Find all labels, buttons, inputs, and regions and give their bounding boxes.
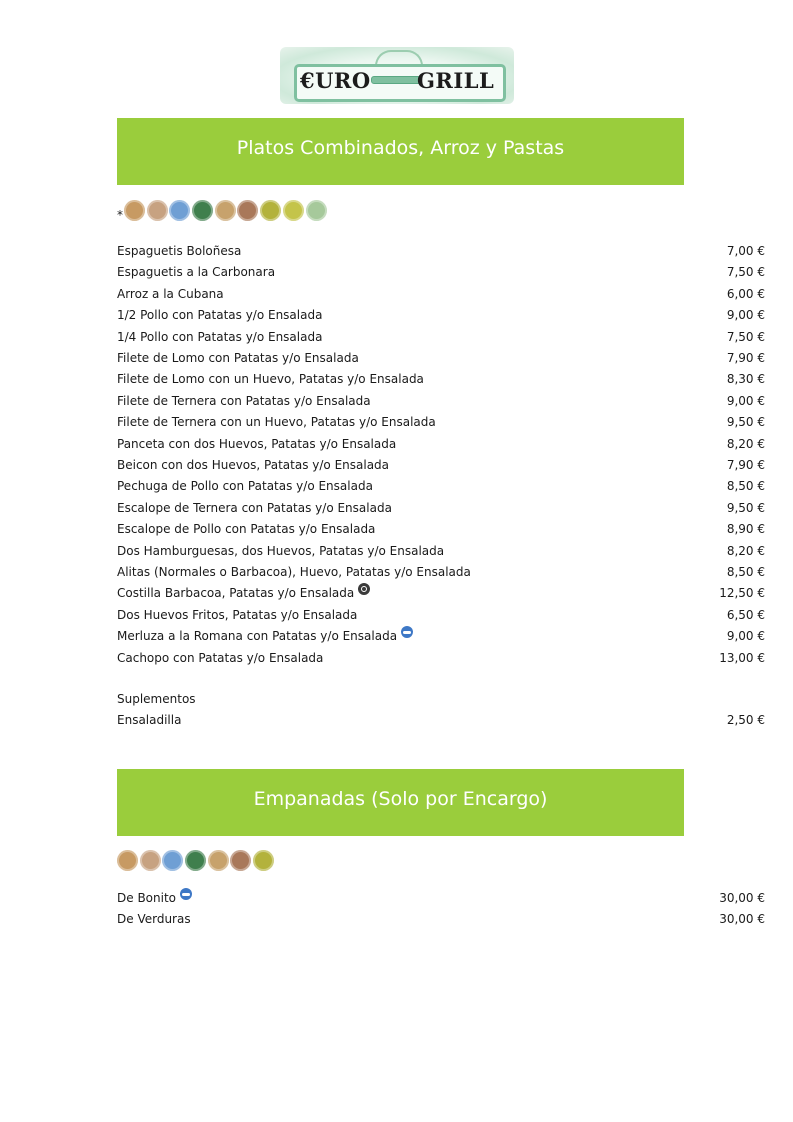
logo-text-left: €URO [300, 68, 371, 93]
item-price: 7,90 € [726, 458, 765, 472]
list-item [117, 391, 765, 411]
item-price: 9,50 € [726, 415, 765, 430]
list-item [117, 369, 765, 389]
item-name: 1/4 Pollo con Patatas y/o Ensalada [117, 329, 323, 344]
item-label-group [117, 891, 192, 905]
section-header-empanadas: Empanadas (Solo por Encargo) [117, 769, 684, 836]
item-price: 8,50 € [726, 479, 765, 494]
egg-icon [140, 850, 161, 871]
item-label-group [117, 629, 413, 643]
item-name: Ensaladilla [117, 713, 182, 727]
item-name: Pechuga de Pollo con Patatas y/o Ensalada [117, 479, 373, 494]
list-item [117, 626, 765, 646]
item-name: Alitas (Normales o Barbacoa), Huevo, Patatas y/o Ensalada [117, 565, 471, 579]
item-price: 8,50 € [726, 565, 765, 579]
meat-icon [358, 583, 370, 595]
soy-icon [192, 200, 213, 221]
sesame-icon [306, 200, 327, 221]
item-label-group [117, 522, 375, 536]
item-name: Filete de Ternera con Patatas y/o Ensalada [117, 393, 371, 408]
item-label-group [117, 244, 241, 258]
milk-icon [162, 850, 183, 871]
gluten-icon [117, 850, 138, 871]
item-name: Escalope de Pollo con Patatas y/o Ensalada [117, 522, 376, 537]
allergen-icons [117, 850, 276, 871]
mustard-icon [283, 200, 304, 221]
item-price: 12,50 € [719, 586, 765, 601]
peanut-icon [215, 200, 236, 221]
item-price: 6,50 € [726, 607, 765, 622]
item-name: Espaguetis Boloñesa [117, 244, 242, 258]
item-label-group [117, 586, 370, 600]
list-item [117, 412, 765, 432]
item-label-group [117, 265, 275, 279]
item-label-group [117, 287, 224, 301]
item-name: Costilla Barbacoa, Patatas y/o Ensalada [117, 586, 355, 601]
item-name: De Verduras [117, 912, 191, 927]
list-item [117, 648, 765, 668]
item-price: 30,00 € [719, 912, 765, 927]
list-item [117, 888, 765, 908]
item-name: Filete de Ternera con un Huevo, Patatas y/o Ensalada [117, 415, 436, 430]
fish-icon [401, 626, 413, 638]
restaurant-logo [280, 47, 514, 104]
supplement-row [117, 710, 765, 730]
item-name: Escalope de Ternera con Patatas y/o Ensalada [117, 500, 392, 515]
list-item [117, 348, 765, 368]
item-name: Beicon con dos Huevos, Patatas y/o Ensalada [117, 458, 390, 472]
item-label-group [117, 651, 323, 665]
item-name: Dos Hamburguesas, dos Huevos, Patatas y/o Ensalada [117, 543, 445, 558]
item-price: 6,00 € [726, 286, 765, 301]
item-name: Dos Huevos Fritos, Patatas y/o Ensalada [117, 607, 358, 622]
logo-grill-bar [371, 76, 421, 84]
item-name: Arroz a la Cubana [117, 286, 224, 301]
item-label-group [117, 544, 444, 558]
list-item [117, 455, 765, 475]
logo-text-right: GRILL [417, 68, 495, 93]
allergen-icons [117, 200, 328, 221]
list-item [117, 562, 765, 582]
item-price: 7,50 € [726, 265, 765, 280]
item-price: 13,00 € [719, 650, 765, 665]
list-item [117, 241, 765, 261]
item-name: Espaguetis a la Carbonara [117, 265, 276, 280]
item-label-group [117, 351, 359, 365]
item-price: 8,90 € [726, 522, 765, 537]
list-item [117, 519, 765, 539]
list-item [117, 583, 765, 603]
peanut-icon [208, 850, 229, 871]
asterisk-note: * [117, 207, 123, 222]
soy-icon [185, 850, 206, 871]
item-label-group [117, 308, 322, 322]
item-label-group [117, 437, 396, 451]
list-item [117, 909, 765, 929]
item-name: Cachopo con Patatas y/o Ensalada [117, 650, 324, 665]
list-item [117, 327, 765, 347]
list-item [117, 541, 765, 561]
item-price: 30,00 € [719, 891, 765, 905]
item-price: 8,20 € [726, 436, 765, 451]
item-price: 2,50 € [726, 713, 765, 727]
item-name: Filete de Lomo con un Huevo, Patatas y/o Ensalada [117, 372, 424, 387]
item-label-group [117, 372, 424, 386]
celery-icon [253, 850, 274, 871]
item-name: De Bonito [117, 891, 176, 905]
list-item [117, 498, 765, 518]
item-price: 8,30 € [726, 372, 765, 387]
item-label-group [117, 415, 436, 429]
item-price: 9,00 € [726, 308, 765, 323]
celery-icon [260, 200, 281, 221]
section-header-platos: Platos Combinados, Arroz y Pastas [117, 118, 684, 185]
item-name: Filete de Lomo con Patatas y/o Ensalada [117, 351, 359, 365]
item-price: 9,50 € [726, 500, 765, 515]
item-label-group [117, 330, 322, 344]
list-item [117, 605, 765, 625]
milk-icon [169, 200, 190, 221]
item-name: Panceta con dos Huevos, Patatas y/o Ensalada [117, 436, 397, 451]
list-item [117, 262, 765, 282]
nuts-icon [230, 850, 251, 871]
list-item [117, 476, 765, 496]
item-price: 7,90 € [726, 351, 765, 365]
item-name: Merluza a la Romana con Patatas y/o Ensalada [117, 629, 398, 644]
item-label-group [117, 458, 389, 472]
item-label-group [117, 479, 373, 493]
egg-icon [147, 200, 168, 221]
nuts-icon [237, 200, 258, 221]
item-price: 7,50 € [726, 329, 765, 344]
item-name: 1/2 Pollo con Patatas y/o Ensalada [117, 308, 323, 323]
item-price: 9,00 € [726, 629, 765, 644]
fish-icon [180, 888, 192, 900]
list-item [117, 434, 765, 454]
item-price: 7,00 € [726, 244, 765, 258]
item-price: 9,00 € [726, 393, 765, 408]
item-label-group [117, 608, 357, 622]
item-label-group [117, 501, 392, 515]
list-item [117, 284, 765, 304]
list-item [117, 305, 765, 325]
item-label-group [117, 912, 191, 926]
supplements-heading: Suplementos [117, 692, 196, 706]
item-label-group [117, 565, 471, 579]
gluten-icon [124, 200, 145, 221]
item-price: 8,20 € [726, 543, 765, 558]
item-label-group [117, 394, 371, 408]
